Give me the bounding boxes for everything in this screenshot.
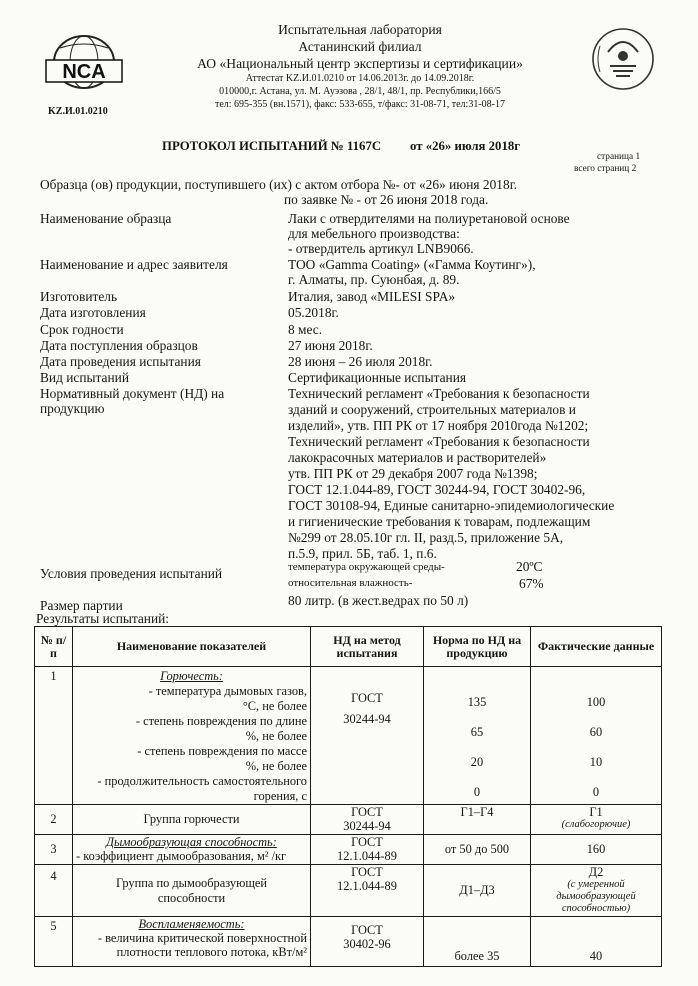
applicant-value-1: ТОО «Gamma Coating» («Гамма Коутинг»),: [288, 257, 536, 272]
row2-actual-note: (слабогорючие): [561, 819, 631, 830]
row1-norms: [424, 667, 531, 805]
row5-item: - величина критической поверхностной: [97, 931, 307, 945]
test-date-value: 28 июня – 26 июля 2018г.: [288, 354, 433, 369]
attestat: Аттестат KZ.И.01.0210 от 14.06.2013г. до 14.09.2018г.: [245, 73, 475, 84]
table-row: [35, 667, 662, 805]
normative-value-6: утв. ПП РК от 29 декабря 2007 года №1398;: [288, 466, 538, 481]
samples-line-2: по заявке № - от 26 июня 2018 года.: [284, 192, 489, 207]
receipt-date-value: 27 июня 2018г.: [288, 338, 373, 353]
humidity-value: 67%: [519, 576, 544, 591]
row5-title: Воспламеняемость:: [138, 917, 245, 931]
results-table: [34, 626, 662, 967]
row1-norm: 135: [467, 695, 487, 709]
row1-norm: 0: [473, 785, 481, 799]
row4-num: 4: [35, 865, 73, 917]
row1-actual: 100: [586, 695, 606, 709]
table-header-row: [35, 627, 662, 667]
row1-method: [311, 667, 424, 805]
row1-method-line: 30244-94: [343, 712, 391, 726]
row4-actual-note: дымообразующей: [556, 891, 636, 902]
normative-label-2: продукцию: [40, 401, 105, 416]
row1-actual: 10: [589, 755, 603, 769]
shelf-life-label: Срок годности: [40, 322, 124, 337]
batch-size-label: Размер партии: [40, 598, 123, 613]
branch-name: Астанинский филиал: [298, 39, 422, 54]
row5-method: [311, 917, 424, 967]
row5-actual: 40: [531, 917, 662, 967]
accreditation-code: KZ.И.01.0210: [48, 106, 108, 117]
row4-name: [73, 865, 311, 917]
row3-norm: от 50 до 500: [424, 835, 531, 865]
row1-item: %, не более: [245, 759, 307, 773]
row4-actual-value: Д2: [588, 865, 604, 879]
row4-actual-note: способностью): [561, 903, 631, 914]
row5-num: 5: [35, 917, 73, 967]
certification-seal-icon: [586, 22, 660, 96]
normative-value-7: ГОСТ 12.1.044-89, ГОСТ 30244-94, ГОСТ 30402-96,: [288, 482, 586, 497]
nca-logo: [38, 32, 130, 106]
applicant-value-2: г. Алматы, пр. Суюнбая, д. 89.: [288, 272, 460, 287]
row4-method-line: ГОСТ: [351, 865, 383, 879]
conditions-label: Условия проведения испытаний: [40, 566, 223, 581]
row2-num: 2: [35, 805, 73, 835]
row4-name-line: Группа по дымообразующей: [115, 875, 267, 890]
sample-name-label: Наименование образца: [40, 211, 172, 226]
header-method: НД на метод испытания: [311, 627, 424, 667]
row1-actuals: [531, 667, 662, 805]
normative-value-11: п.5.9, прил. 5Б, таб. 1, п.6.: [288, 546, 437, 561]
normative-value-4: Технический регламент «Требования к безопасности: [288, 434, 590, 449]
row2-actual: [531, 805, 662, 835]
row3-actual: 160: [531, 835, 662, 865]
normative-value-10: №299 от 28.05.10г гл. II, разд.5, приложение 5А,: [288, 530, 564, 545]
normative-value-2: зданий и сооружений, строительных материалов и: [288, 402, 576, 417]
test-type-value: Сертификационные испытания: [288, 370, 467, 385]
table-row: [35, 865, 662, 917]
test-type-label: Вид испытаний: [40, 370, 129, 385]
protocol-date: от «26» июля 2018г: [410, 139, 521, 153]
row3-method-line: ГОСТ: [351, 835, 383, 849]
lab-name: Испытательная лаборатория: [278, 22, 442, 37]
row5-method-line: 30402-96: [343, 937, 391, 951]
samples-line-1: Образца (ов) продукции, поступившего (их) с актом отбора №- от «26» июня 2018г.: [40, 177, 518, 192]
phones: тел: 695-355 (вн.1571), факс: 533-655, т/факс: 31-08-71, тел:31-08-17: [214, 99, 505, 110]
normative-value-5: лакокрасочных материалов и растворителей»: [288, 450, 547, 465]
row5-norm: более 35: [424, 917, 531, 967]
mfg-date-value: 05.2018г.: [288, 305, 339, 320]
results-label: Результаты испытаний:: [36, 611, 170, 626]
row3-method: [311, 835, 424, 865]
normative-value-9: и гигиенические требования к товарам, подлежащим: [288, 514, 591, 529]
shelf-life-value: 8 мес.: [288, 322, 323, 337]
row5-item: плотности теплового потока, кВт/м²: [116, 945, 307, 959]
row4-method: [311, 865, 424, 917]
row1-actual: 60: [589, 725, 603, 739]
page-total: всего страниц 2: [574, 164, 637, 174]
row1-norm: 65: [470, 725, 484, 739]
page-number: страница 1: [597, 152, 641, 162]
batch-size-value: 80 литр. (в жест.ведрах по 50 л): [288, 593, 469, 608]
address: 010000,г. Астана, ул. М. Ауэзова , 28/1, 48/1, пр. Республики,166/5: [219, 86, 501, 97]
table-row: [35, 917, 662, 967]
header-num: № п/п: [35, 627, 73, 667]
row5-name: [73, 917, 311, 967]
row1-item: - степень повреждения по массе: [137, 744, 307, 758]
manufacturer-label: Изготовитель: [40, 289, 118, 304]
test-date-label: Дата проведения испытания: [40, 354, 201, 369]
humidity-label: относительная влажность-: [288, 577, 413, 589]
row1-num: 1: [35, 667, 73, 805]
row1-item: - продолжительность самостоятельного: [97, 774, 307, 788]
manufacturer-value: Италия, завод «MILESI SPA»: [288, 289, 456, 304]
svg-text:NCA: NCA: [62, 61, 106, 83]
header-actual: Фактические данные: [531, 627, 662, 667]
normative-value-1: Технический регламент «Требования к безопасности: [288, 386, 590, 401]
sample-name-value-3: - отвердитель артикул LNB9066.: [288, 241, 474, 256]
row3-method-line: 12.1.044-89: [337, 849, 397, 863]
row2-name: Группа горючести: [73, 805, 311, 835]
applicant-label: Наименование и адрес заявителя: [40, 257, 228, 272]
row4-actual-note: (с умеренной: [567, 879, 625, 890]
row1-item: - степень повреждения по длине: [135, 714, 307, 728]
sample-name-value-1: Лаки с отвердителями на полиуретановой основе: [288, 211, 570, 226]
row2-method-line: 30244-94: [343, 819, 391, 833]
row1-indicators: [73, 667, 311, 805]
row1-item: %, не более: [245, 729, 307, 743]
org-name: АО «Национальный центр экспертизы и сертификации»: [197, 56, 523, 71]
row2-norm: Г1–Г4: [424, 805, 531, 835]
row4-norm: Д1–Д3: [424, 865, 531, 917]
row3-item: - коэффициент дымообразования, м² /кг: [76, 849, 287, 863]
row1-item: горения, с: [253, 789, 307, 803]
row2-actual-value: Г1: [589, 805, 603, 819]
row1-actual: 0: [592, 785, 600, 799]
table-row: [35, 805, 662, 835]
header-norm: Норма по НД на продукцию: [424, 627, 531, 667]
row3-title: Дымообразующая способность:: [106, 835, 277, 849]
row1-norm: 20: [470, 755, 484, 769]
row2-method: [311, 805, 424, 835]
row1-title: Горючесть:: [160, 669, 223, 683]
normative-value-8: ГОСТ 30108-94, Единые санитарно-эпидемиологические: [288, 498, 615, 513]
row5-method-line: ГОСТ: [351, 923, 383, 937]
row2-method-line: ГОСТ: [351, 805, 383, 819]
row3-num: 3: [35, 835, 73, 865]
temperature-label: температура окружающей среды-: [288, 561, 445, 573]
row1-item: °С, не более: [242, 699, 307, 713]
normative-label-1: Нормативный документ (НД) на: [40, 386, 225, 401]
temperature-value: 20ºС: [516, 559, 543, 574]
protocol-title: ПРОТОКОЛ ИСПЫТАНИЙ № 1167С: [162, 139, 382, 153]
mfg-date-label: Дата изготовления: [40, 305, 146, 320]
row4-method-line: 12.1.044-89: [337, 879, 397, 893]
receipt-date-label: Дата поступления образцов: [40, 338, 198, 353]
row4-actual: [531, 865, 662, 917]
table-row: [35, 835, 662, 865]
normative-value-3: изделий», утв. ПП РК от 17 ноября 2010года №1202;: [288, 418, 589, 433]
sample-name-value-2: для мебельного производства:: [288, 226, 460, 241]
header-indicator: Наименование показателей: [73, 627, 311, 667]
row3-name: [73, 835, 311, 865]
row1-item: - температура дымовых газов,: [148, 684, 307, 698]
row1-method-line: ГОСТ: [351, 691, 383, 705]
row4-name-line: способности: [157, 890, 226, 905]
